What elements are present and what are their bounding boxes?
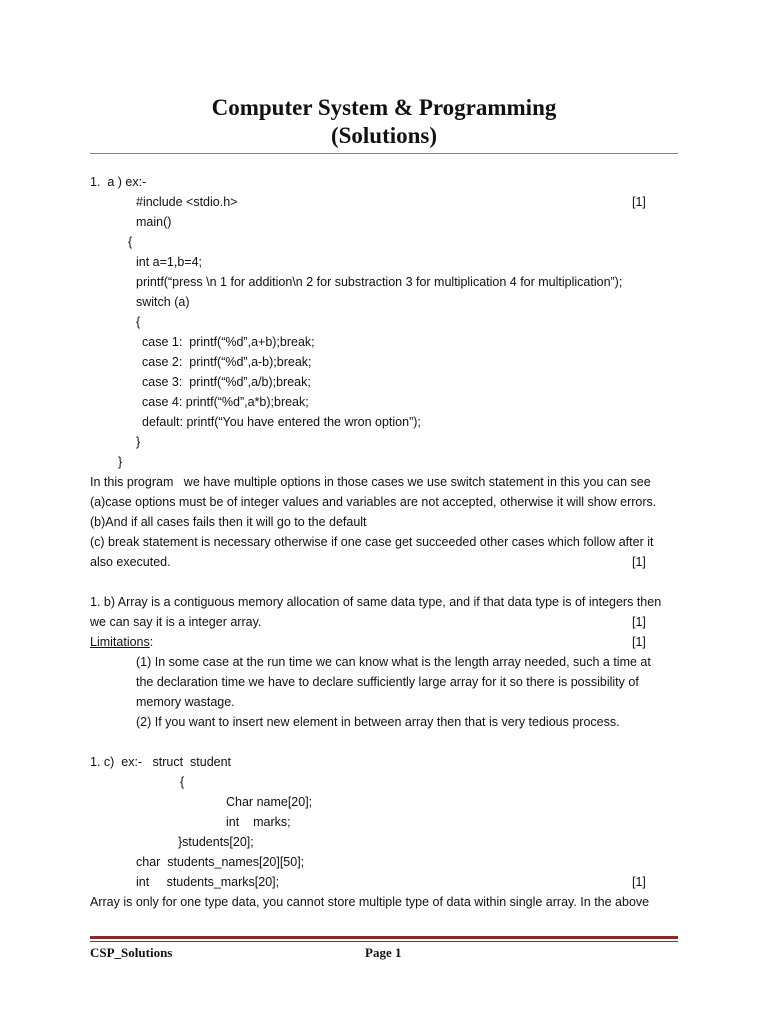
title-divider bbox=[90, 153, 678, 154]
code-line: printf(“press \n 1 for addition\n 2 for substraction 3 for multiplication 4 for multiplication”); bbox=[136, 275, 623, 289]
q1c-line: }students[20]; bbox=[178, 835, 254, 849]
mark-q1a-code: [1] bbox=[632, 195, 646, 209]
limitations-colon: : bbox=[149, 635, 154, 649]
limitations-label: Limitations bbox=[90, 635, 150, 649]
mark-q1c: [1] bbox=[632, 875, 646, 889]
q1b-line: we can say it is a integer array. bbox=[90, 615, 262, 629]
q1c-line: int marks; bbox=[226, 815, 291, 829]
q1c-line: Char name[20]; bbox=[226, 795, 313, 809]
limitation-item-line: (2) If you want to insert new element in between array then that is very tedious process. bbox=[136, 715, 620, 729]
document-title: Computer System & Programming bbox=[211, 95, 557, 120]
code-line: } bbox=[136, 435, 141, 449]
q1a-heading: 1. a ) ex:- bbox=[90, 175, 147, 189]
limitation-item-line: (1) In some case at the run time we can know what is the length array needed, such a time at bbox=[136, 655, 651, 669]
q1b-line: 1. b) Array is a contiguous memory allocation of same data type, and if that data type is of integers then bbox=[90, 595, 662, 609]
q1a-explanation-line: (c) break statement is necessary otherwise if one case get succeeded other cases which follow after it bbox=[90, 535, 654, 549]
q1a-explanation-line: (b)And if all cases fails then it will go to the default bbox=[90, 515, 367, 529]
code-line: case 1: printf(“%d”,a+b);break; bbox=[142, 335, 315, 349]
code-line: case 4: printf(“%d”,a*b);break; bbox=[142, 395, 309, 409]
q1c-line: char students_names[20][50]; bbox=[136, 855, 305, 869]
code-line: } bbox=[118, 455, 123, 469]
code-line: int a=1,b=4; bbox=[136, 255, 203, 269]
code-line: { bbox=[136, 315, 141, 329]
q1a-explanation-line: also executed. bbox=[90, 555, 171, 569]
code-line: main() bbox=[136, 215, 172, 229]
q1a-explanation-line: In this program we have multiple options in those cases we use switch statement in this you can see bbox=[90, 475, 651, 489]
code-line: switch (a) bbox=[136, 295, 190, 309]
q1c-line: int students_marks[20]; bbox=[136, 875, 280, 889]
footer-divider-thick bbox=[90, 936, 678, 939]
code-line: { bbox=[128, 235, 133, 249]
code-line: case 3: printf(“%d”,a/b);break; bbox=[142, 375, 311, 389]
mark-q1b-limitations: [1] bbox=[632, 635, 646, 649]
document-subtitle: (Solutions) bbox=[330, 123, 438, 148]
limitations-heading bbox=[90, 632, 153, 652]
code-line: default: printf(“You have entered the wron option”); bbox=[142, 415, 421, 429]
q1c-line: Array is only for one type data, you cannot store multiple type of data within single array. In the above bbox=[90, 895, 650, 909]
q1c-line: 1. c) ex:- struct student bbox=[90, 755, 232, 769]
mark-q1a-explanation: [1] bbox=[632, 555, 646, 569]
footer-doc-name: CSP_Solutions bbox=[90, 945, 173, 960]
footer-page-number: Page 1 bbox=[365, 945, 402, 960]
limitation-item-line: the declaration time we have to declare sufficiently large array for it so there is possibility of bbox=[136, 675, 639, 689]
code-line: #include <stdio.h> bbox=[136, 195, 238, 209]
q1c-line: { bbox=[180, 775, 185, 789]
code-line: case 2: printf(“%d”,a-b);break; bbox=[142, 355, 312, 369]
mark-q1b-definition: [1] bbox=[632, 615, 646, 629]
limitation-item-line: memory wastage. bbox=[136, 695, 235, 709]
footer-divider-thin bbox=[90, 941, 678, 942]
q1a-explanation-line: (a)case options must be of integer values and variables are not accepted, otherwise it will show errors. bbox=[90, 495, 657, 509]
